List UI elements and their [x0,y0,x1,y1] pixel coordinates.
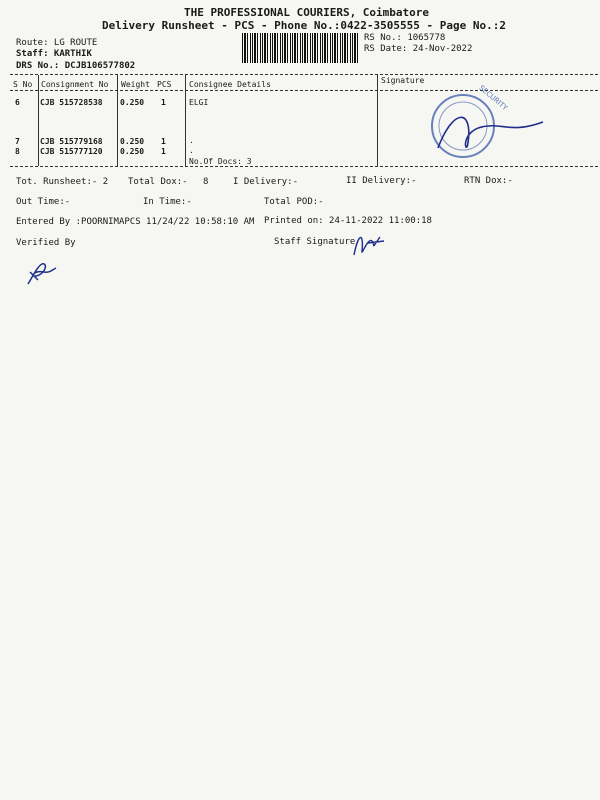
security-stamp [418,88,548,168]
stamp-text: SECURITY [477,83,509,113]
total-dox-label: Total Dox:- [128,177,188,187]
rtn-dox: RTN Dox:- [464,176,513,186]
col-header-consignee: Consignee Details [189,80,271,89]
entered-by: Entered By :POORNIMAPCS 11/24/22 10:58:10 AM [16,217,255,227]
table-row-pcs: 1 [161,147,166,156]
runsheet-subtitle: Delivery Runsheet - PCS - Phone No.:0422-3505555 - Page No.:2 [102,19,506,32]
no-of-docs: No.Of Docs: 3 [189,157,252,166]
col-header-consignment: Consignment No [41,80,109,89]
printed-on: Printed on: 24-11-2022 11:00:18 [264,216,432,226]
staff-signature-label: Staff Signature [274,237,356,247]
col-header-weight: Weight [121,80,150,89]
i-delivery: I Delivery:- [233,177,299,187]
verifier-signature [24,260,58,288]
verified-by: Verified By [16,238,76,248]
route-label: Route: LG ROUTE [16,38,98,48]
in-time: In Time:- [143,197,192,207]
table-row-sno: 8 [15,147,20,156]
col-header-sno: S No [13,80,33,89]
table-row-pcs: 1 [161,98,166,107]
barcode [242,33,360,63]
table-row-sno: 6 [15,98,20,107]
col-divider [185,75,186,166]
receiver-signature [438,117,543,148]
table-row-sno: 7 [15,137,20,146]
staff-label: Staff: KARTHIK [16,49,92,59]
drs-number: DRS No.: DCJB106577802 [16,61,136,71]
col-divider [38,75,39,166]
company-title: THE PROFESSIONAL COURIERS, Coimbatore [184,6,430,19]
table-row-consignment: CJB 515728538 [40,98,103,107]
table-row-consignee: . [189,146,194,155]
table-row-consignee: ELGI [189,98,209,107]
col-header-pcs: PCS [157,80,172,89]
rs-number: RS No.: 1065778 [364,33,446,43]
ii-delivery: II Delivery:- [346,176,417,186]
col-divider [117,75,118,166]
col-header-signature: Signature [381,76,425,85]
table-row-consignee: . [189,136,194,145]
total-pod: Total POD:- [264,197,324,207]
out-time: Out Time:- [16,197,71,207]
table-row-pcs: 1 [161,137,166,146]
total-dox-value: 8 [203,177,209,187]
table-row-consignment: CJB 515777120 [40,147,103,156]
staff-signature [350,229,386,259]
table-row-weight: 0.250 [120,137,145,146]
table-row-weight: 0.250 [120,147,145,156]
table-top-rule [10,74,598,75]
rs-date: RS Date: 24-Nov-2022 [364,44,473,54]
table-row-consignment: CJB 515779168 [40,137,103,146]
tot-runsheet: Tot. Runsheet:- 2 [16,177,109,187]
table-row-weight: 0.250 [120,98,145,107]
col-divider [377,75,378,166]
